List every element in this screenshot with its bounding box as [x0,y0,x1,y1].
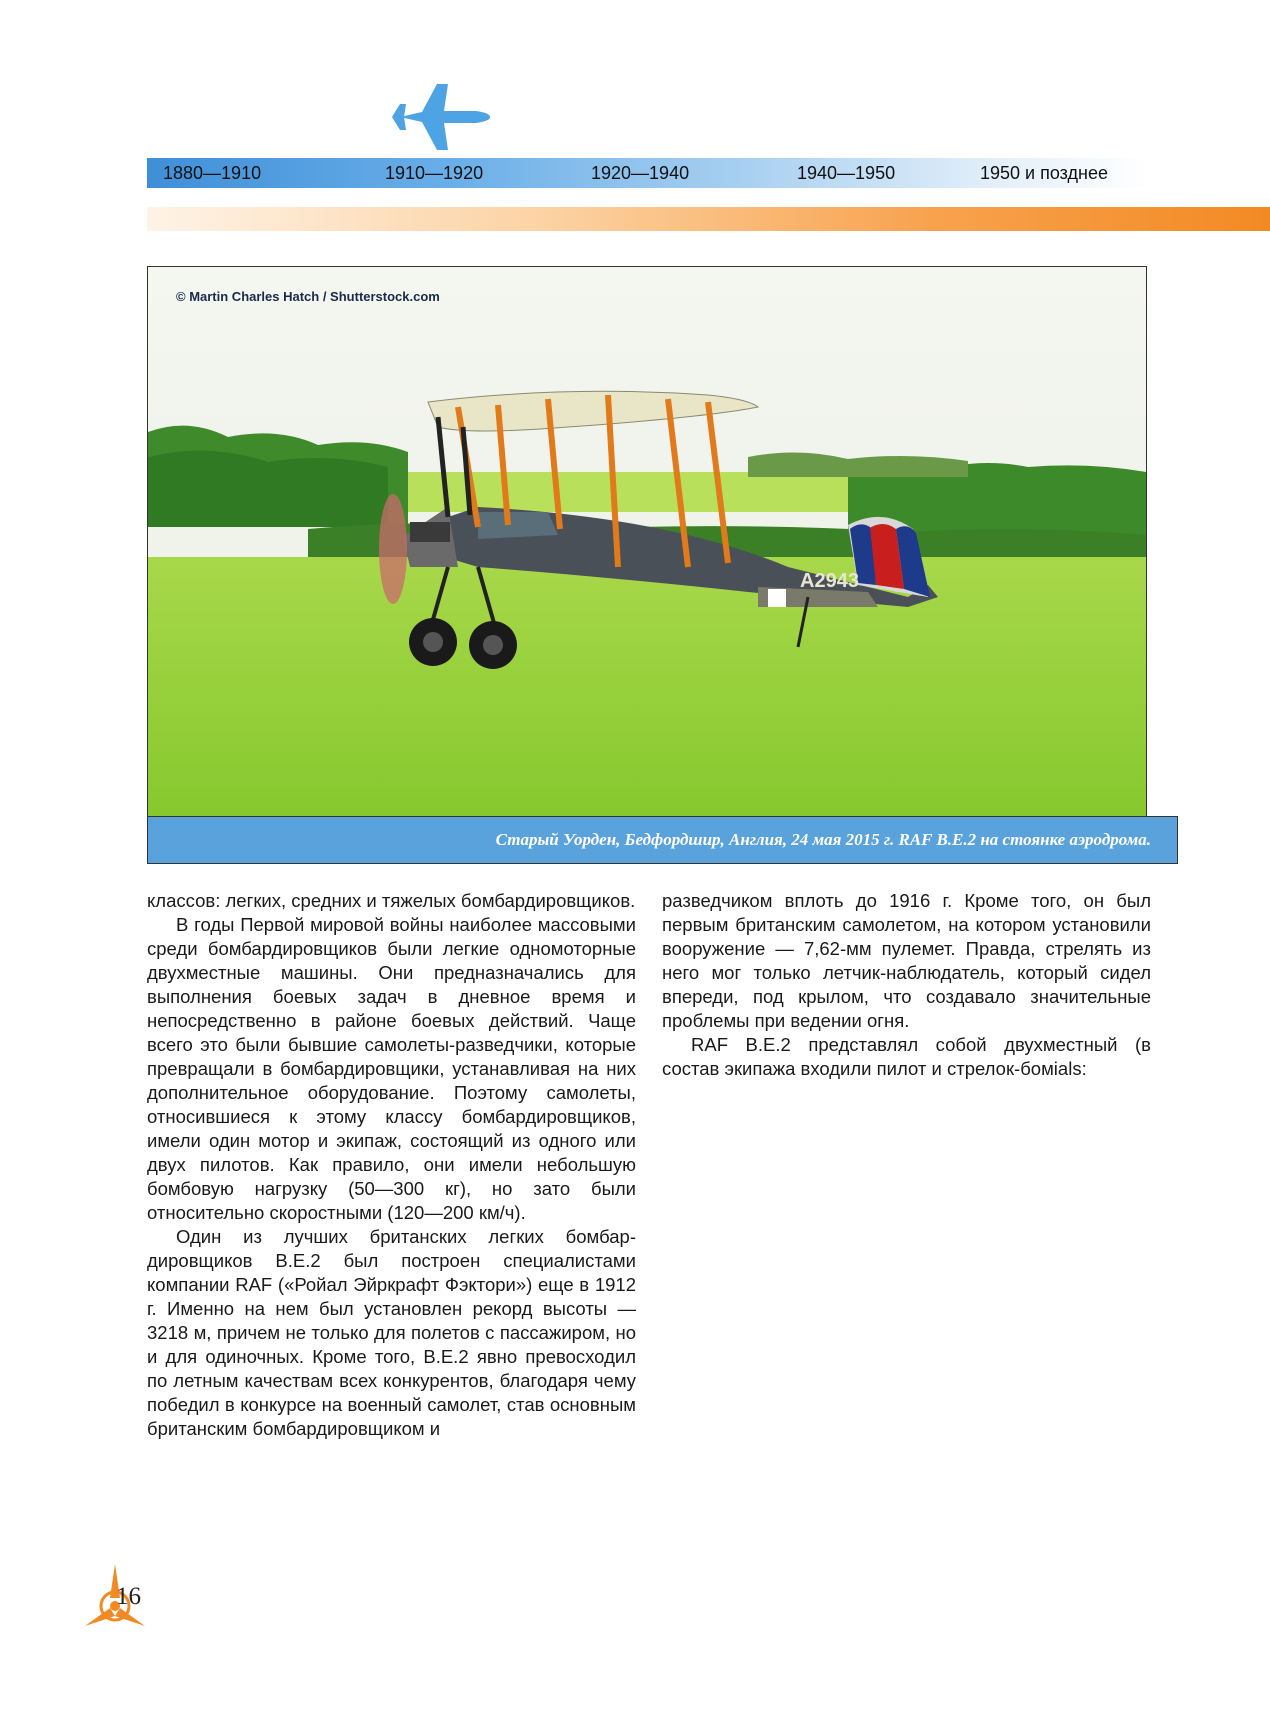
photo-caption: Старый Уорден, Бедфордшир, Англия, 24 мая 2015 г. RAF B.E.2 на стоянке аэродрома. [147,816,1178,864]
timeline-period: 1940—1950 [797,163,896,183]
timeline-period: 1910—1920 [385,163,484,183]
timeline-period: 1920—1940 [591,163,690,183]
timeline-period: 1950 и позднее [980,163,1108,183]
timeline-period: 1880—1910 [163,163,262,183]
aircraft-marking: A2943 [800,570,859,592]
paragraph: В годы Первой мировой войны наиболее массовыми среди бомбардировщиков были легкие одномоторные двухместные машины. Они предназначались для выполнения боевых задач в дневное время и непосредственно в районе боевых действий. Чаще всего это были бывшие самолеты-разведчики, которые превращали в бомбардировщики, устанавливая на них дополнительное оборудование. Поэтому самолеты, относившиеся к этому классу бомбардировщиков, имели один мотор и экипаж, состоящий из одного или двух пилотов. Как правило, они имели небольшую бомбовую нагрузку (50—300 кг), но зато были относительно скоростными (120—200 км/ч). [147,914,636,1223]
paragraph: разведчиком вплоть до 1916 г. Кроме того, он был первым британским самолетом, на котором установили вооружение — 7,62-мм пулемет. Правда, стрелять из него мог только летчик-наблюдатель, который сидел впереди, под крылом, что создавало значительные проблемы при ведении огня. [662,890,1151,1031]
orange-divider [147,207,1270,231]
paragraph: Один из лучших британских легких бомбардировщиков B.E.2 был построен специалистами компании RAF («Ройал Эйркрафт Фэктори») еще в 1912 г. Именно на нем был установлен рекорд высоты — 3218 м, причем не только для полетов с пассажиром, но и для одиночных. Кроме того, B.E.2 явно превосходил по летным качествам всех конкурентов, благодаря чему победил в конкурсе на военный самолет, став основным британским бомбардировщиком и [147,1226,636,1439]
page-number: 16 [116,1583,141,1610]
timeline-bar [147,158,1147,188]
paragraph: классов: легких, средних и тяжелых бомбардировщиков. [147,890,636,911]
left-column [147,889,636,1441]
biplane-photo [147,266,1147,820]
paragraph: RAF B.E.2 представлял собой двухместный (в состав экипажа входили пилот и стрелок-бомials: [662,1034,1151,1079]
jet-plane-icon [392,78,492,156]
photo-credit: © Martin Charles Hatch / Shutterstock.com [176,289,440,304]
right-column [662,889,1151,1081]
